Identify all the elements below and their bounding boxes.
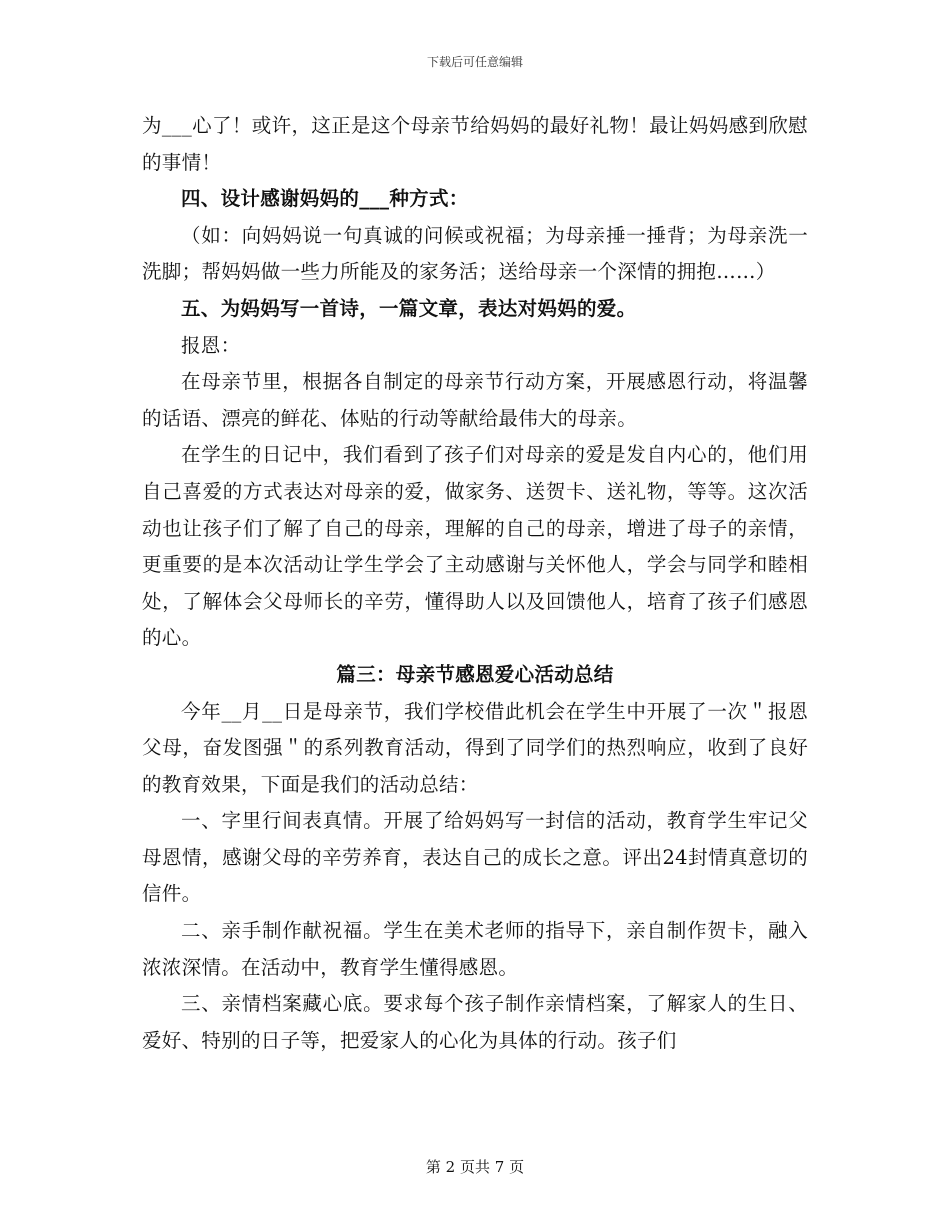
section-heading-four: 四、设计感谢妈妈的___种方式： bbox=[181, 187, 469, 211]
paragraph-item-three: 三、亲情档案藏心底。要求每个孩子制作亲情档案，了解家人的生日、爱好、特别的日子等，把爱家人的心化为具体的行动。孩子们 bbox=[142, 992, 808, 1052]
paragraph-action: 在母亲节里，根据各自制定的母亲节行动方案，开展感恩行动，将温馨的话语、漂亮的鲜花、体贴的行动等献给最伟大的母亲。 bbox=[142, 370, 808, 430]
paragraph-diary: 在学生的日记中，我们看到了孩子们对母亲的爱是发自内心的，他们用自己喜爱的方式表达对母亲的爱，做家务、送贺卡、送礼物，等等。这次活动也让孩子们了解了自己的母亲，理解的自己的母亲，增进了母子的亲情，更重要的是本次活动让学生学会了主动感谢与关怀他人，学会与同学和睦相处，了解体会父母师长的辛劳，懂得助人以及回馈他人，培育了孩子们感恩的心。 bbox=[142, 443, 808, 650]
page-header: 下载后可任意编辑 bbox=[426, 55, 523, 69]
paragraph-continuation: 为___心了！或许，这正是这个母亲节给妈妈的最好礼物！最让妈妈感到欣慰的事情！ bbox=[142, 114, 808, 174]
paragraph-item-two: 二、亲手制作献祝福。学生在美术老师的指导下，亲自制作贺卡，融入浓浓深情。在活动中，教育学生懂得感恩。 bbox=[142, 919, 808, 979]
paragraph-baoen-label: 报恩： bbox=[181, 333, 241, 357]
document-body bbox=[142, 108, 808, 1059]
paragraph-item-one: 一、字里行间表真情。开展了给妈妈写一封信的活动，教育学生牢记父母恩情，感谢父母的辛劳养育，表达自己的成长之意。评出24封情真意切的信件。 bbox=[142, 809, 808, 906]
page-footer: 第 2 页共 7 页 bbox=[425, 1158, 525, 1176]
paragraph-examples: （如：向妈妈说一句真诚的问候或祝福；为母亲捶一捶背；为母亲洗一洗脚；帮妈妈做一些力所能及的家务活；送给母亲一个深情的拥抱……） bbox=[142, 223, 808, 284]
paragraph-intro: 今年__月__日是母亲节，我们学校借此机会在学生中开展了一次＂报恩父母，奋发图强＂的系列教育活动，得到了同学们的热烈响应，收到了良好的教育效果，下面是我们的活动总结： bbox=[142, 699, 808, 796]
section-heading-five: 五、为妈妈写一首诗，一篇文章，表达对妈妈的爱。 bbox=[181, 296, 637, 320]
article-title: 篇三：母亲节感恩爱心活动总结 bbox=[336, 662, 614, 686]
